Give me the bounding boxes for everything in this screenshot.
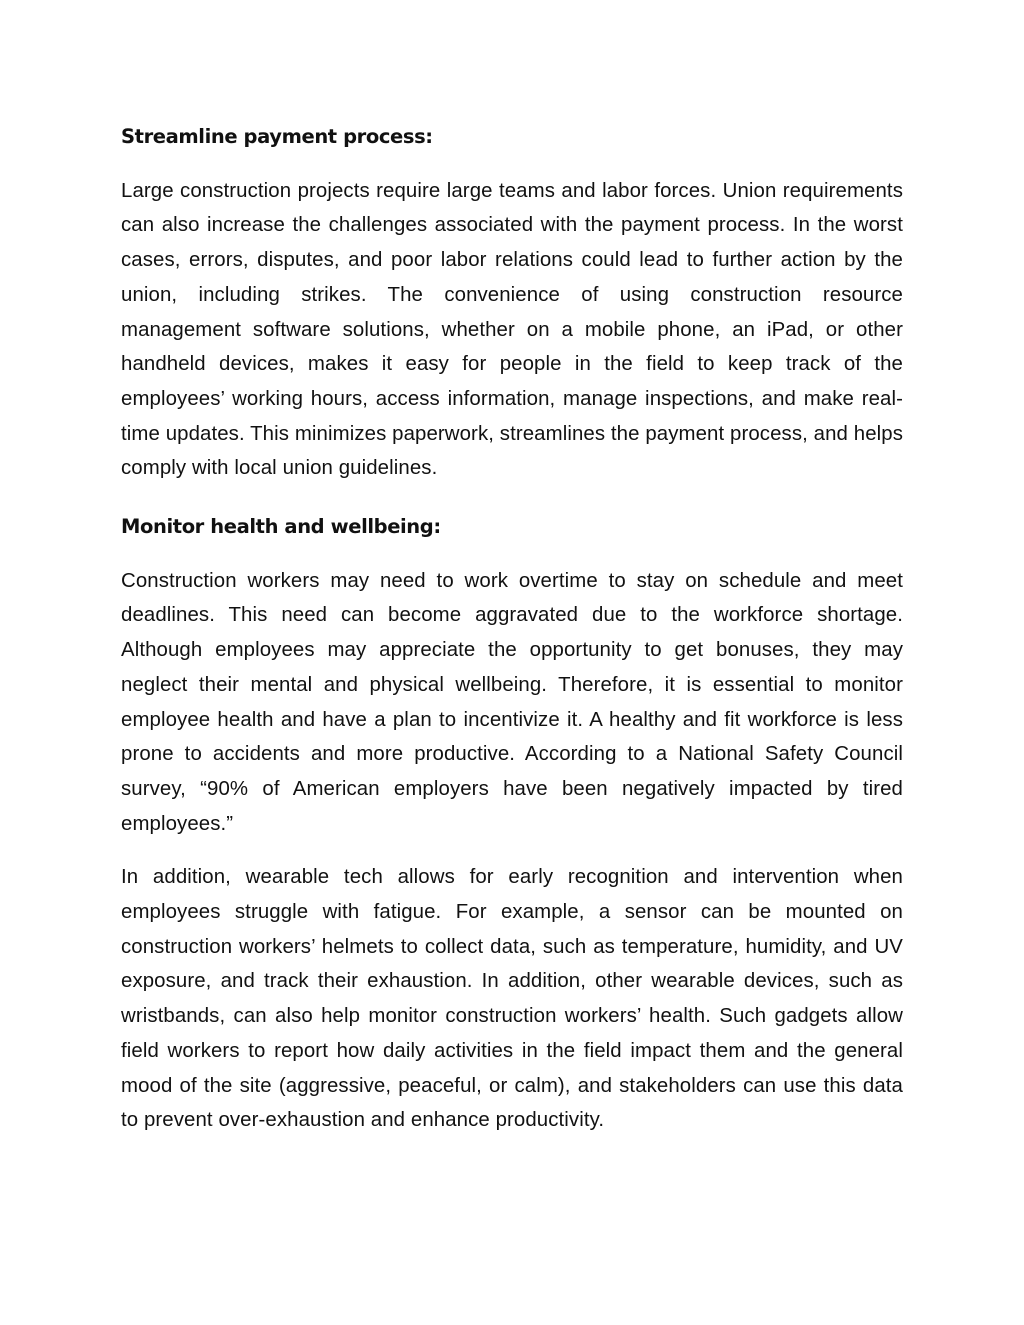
- section-heading-monitor-health: Monitor health and wellbeing:: [121, 515, 441, 539]
- document-page: [121, 120, 903, 1157]
- section-heading-streamline-payment: Streamline payment process:: [121, 125, 433, 148]
- paragraph-monitor-health: Construction workers may need to work overtime to stay on schedule and meet deadlines. This need can become aggravated due to the workforce shortage. Although employees may appreciate the opportunity to get bonuses, they may neglect their mental and physical wellbeing. Therefore, it is essential to monitor employee health and have a plan to incentivize it. A healthy and fit workforce is less prone to accidents and more productive. According to a National Safety Council survey, “90% of American employers have been negatively impacted by tired employees.”: [121, 569, 903, 835]
- paragraph-streamline-payment: Large construction projects require large teams and labor forces. Union requirements can also increase the challenges associated with the payment process. In the worst cases, errors, disputes, and poor labor relations could lead to further action by the union, including strikes. The convenience of using construction resource management software solutions, whether on a mobile phone, an iPad, or other handheld devices, makes it easy for people in the field to keep track of the employees’ working hours, access information, manage inspections, and make real-time updates. This minimizes paperwork, streamlines the payment process, and helps comply with local union guidelines.: [121, 179, 903, 480]
- paragraph-wearable-tech: In addition, wearable tech allows for early recognition and intervention when employees struggle with fatigue. For example, a sensor can be mounted on construction workers’ helmets to collect data, such as temperature, humidity, and UV exposure, and track their exhaustion. In addition, other wearable devices, such as wristbands, can also help monitor construction workers’ health. Such gadgets allow field workers to report how daily activities in the field impact them and the general mood of the site (aggressive, peaceful, or calm), and stakeholders can use this data to prevent over-exhaustion and enhance productivity.: [121, 866, 903, 1132]
